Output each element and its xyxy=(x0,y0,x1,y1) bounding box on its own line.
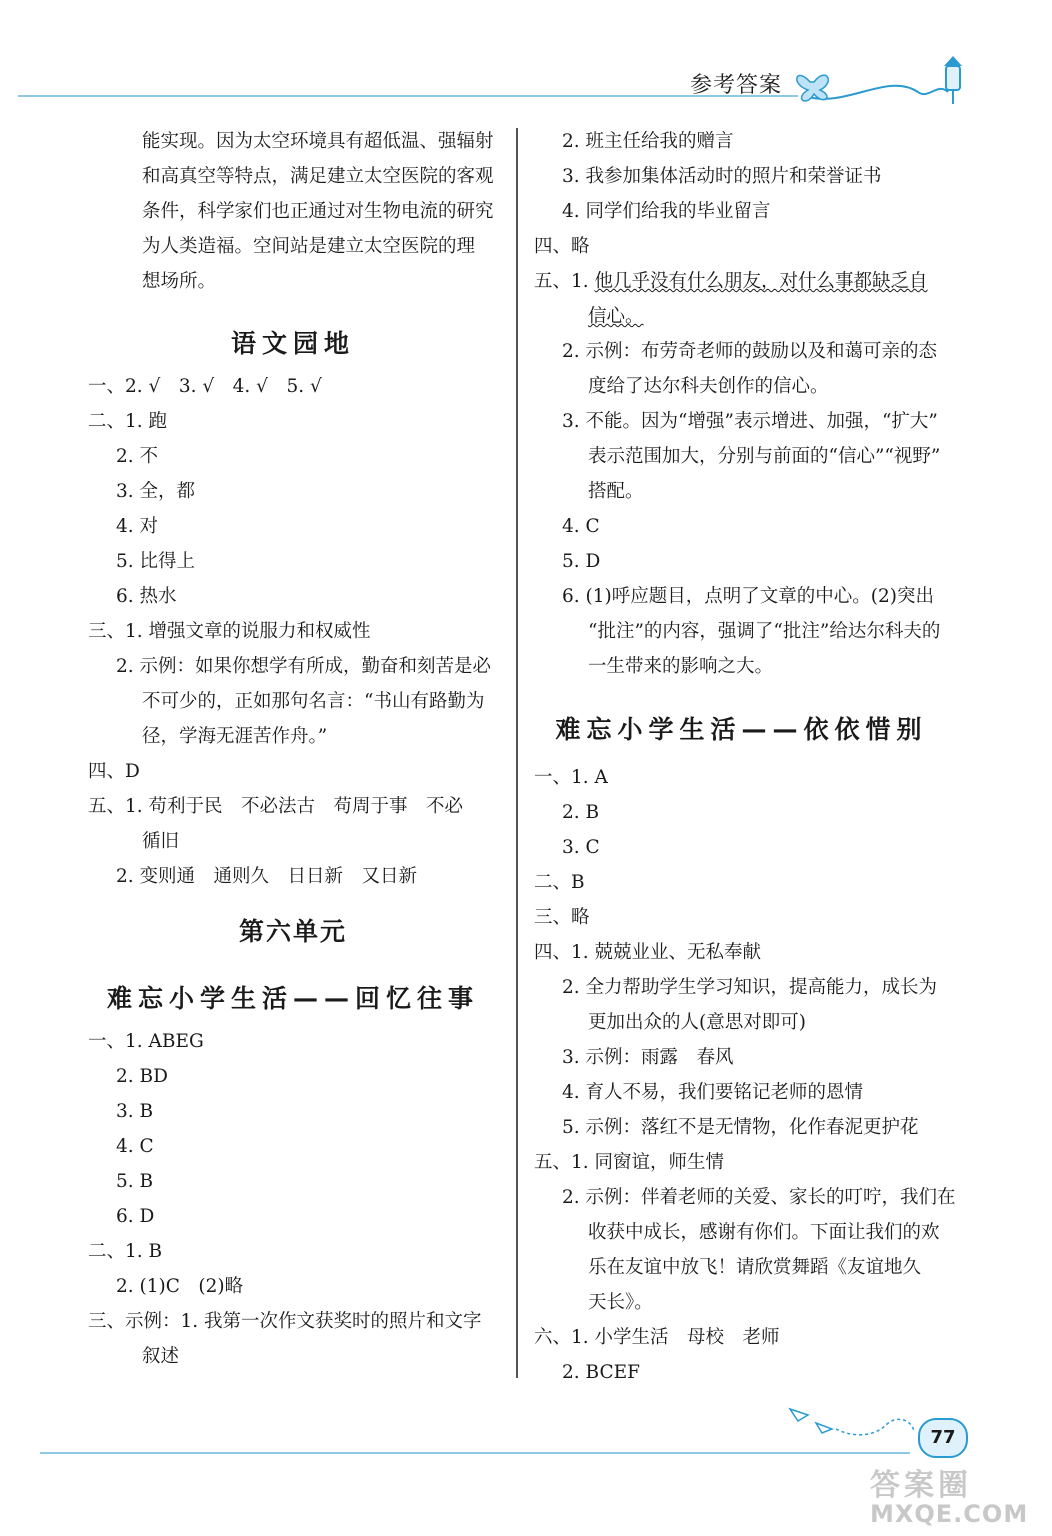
section-title: 语文园地 xyxy=(230,329,355,358)
answer-line: 4. C xyxy=(562,516,600,537)
answer-line xyxy=(534,264,949,299)
page-number: 77 xyxy=(918,1418,968,1458)
answer-line: 循旧 xyxy=(142,831,180,852)
wavy-underlined-answer: 信心。 xyxy=(588,306,644,327)
answer-line: 更加出众的人(意思对即可) xyxy=(588,1012,806,1033)
answer-line: 表示范围加大，分别与前面的“信心”“视野” xyxy=(588,446,941,467)
answer-line: 3. B xyxy=(116,1101,154,1122)
answer-line: 4. 育人不易，我们要铭记老师的恩情 xyxy=(562,1082,864,1103)
answer-line: 2. (1)C (2)略 xyxy=(116,1276,244,1297)
answer-line: 二、1. B xyxy=(88,1241,163,1262)
answer-line: 5. D xyxy=(562,551,601,572)
answer-line: 3. 我参加集体活动时的照片和荣誉证书 xyxy=(562,166,882,187)
answer-line: 6. D xyxy=(116,1206,155,1227)
answer-line xyxy=(534,299,949,334)
answer-line: 三、示例：1. 我第一次作文获奖时的照片和文字 xyxy=(88,1311,482,1332)
footer-rule xyxy=(40,1452,910,1454)
header-title: 参考答案 xyxy=(690,73,783,98)
answer-line: 2. B xyxy=(562,802,600,823)
section-title: 难忘小学生活——依依惜别 xyxy=(555,715,928,744)
butterfly-lantern-decoration-icon xyxy=(788,52,968,112)
answer-line: 2. 示例：伴着老师的关爱、家长的叮咛，我们在 xyxy=(562,1187,956,1208)
answer-line: 一、2. √ 3. √ 4. √ 5. √ xyxy=(88,376,322,397)
section-title: 难忘小学生活——回忆往事 xyxy=(106,984,479,1013)
answer-line: 一生带来的影响之大。 xyxy=(588,656,774,677)
answer-line: 一、1. A xyxy=(534,767,608,788)
answer-line: 6. 热水 xyxy=(116,586,177,607)
unit-title: 第六单元 xyxy=(238,917,347,946)
answer-line: 3. 全，都 xyxy=(116,481,196,502)
answer-line: 天长》。 xyxy=(588,1292,653,1313)
text-line: 能实现。因为太空环境具有超低温、强辐射 xyxy=(142,131,494,152)
wavy-underlined-answer: 他几乎没有什么朋友，对什么事都缺乏自 xyxy=(594,271,928,292)
answer-line: 一、1. ABEG xyxy=(88,1031,204,1052)
answer-line: 径，学海无涯苦作舟。” xyxy=(142,726,328,747)
answer-line: 四、D xyxy=(88,761,140,782)
item-prefix: 五、1. xyxy=(534,271,595,292)
intro-block xyxy=(88,124,498,299)
answer-line: 二、1. 跑 xyxy=(88,411,168,432)
text-line: 为人类造福。空间站是建立太空医院的理 xyxy=(142,236,476,257)
answer-line: 五、1. 苟利于民 不必法古 苟周于事 不必 xyxy=(88,796,464,817)
answer-line: 3. C xyxy=(562,837,600,858)
answer-line: 2. 示例：布劳奇老师的鼓励以及和蔼可亲的态 xyxy=(562,341,938,362)
answer-line: 不可少的，正如那句名言：“书山有路勤为 xyxy=(142,691,485,712)
answer-line: 4. 对 xyxy=(116,516,159,537)
watermark-logo xyxy=(870,1460,1042,1530)
watermark-url: MXQE.COM xyxy=(870,1500,1029,1528)
header-rule xyxy=(18,95,798,97)
answer-line: 3. 示例：雨露 春风 xyxy=(562,1047,734,1068)
answer-line: 2. 示例：如果你想学有所成，勤奋和刻苦是必 xyxy=(116,656,492,677)
answer-line: 搭配。 xyxy=(588,481,644,502)
left-column xyxy=(88,124,498,1374)
answer-line: 2. BD xyxy=(116,1066,168,1087)
answer-line: 度给了达尔科夫创作的信心。 xyxy=(588,376,829,397)
answer-line: 二、B xyxy=(534,872,585,893)
answer-line: 2. 班主任给我的赠言 xyxy=(562,131,734,152)
answer-line: 2. 变则通 通则久 日日新 又日新 xyxy=(116,866,418,887)
answer-line: 4. C xyxy=(116,1136,154,1157)
column-divider xyxy=(516,128,518,1378)
answer-line: 2. 全力帮助学生学习知识，提高能力，成长为 xyxy=(562,977,938,998)
answer-line: 三、1. 增强文章的说服力和权威性 xyxy=(88,621,371,642)
answer-line: 四、1. 兢兢业业、无私奉献 xyxy=(534,942,762,963)
answer-line: 5. 示例：落红不是无情物，化作春泥更护花 xyxy=(562,1117,919,1138)
answer-line: 5. B xyxy=(116,1171,154,1192)
answer-line: 五、1. 同窗谊，师生情 xyxy=(534,1152,725,1173)
answer-line: 叙述 xyxy=(142,1346,180,1367)
answer-line: “批注”的内容，强调了“批注”给达尔科夫的 xyxy=(588,621,941,642)
answer-line: 5. 比得上 xyxy=(116,551,196,572)
answer-line: 2. BCEF xyxy=(562,1362,640,1383)
answer-line: 收获中成长，感谢有你们。下面让我们的欢 xyxy=(588,1222,940,1243)
text-line: 想场所。 xyxy=(142,271,217,292)
paper-plane-decoration-icon xyxy=(786,1395,916,1445)
right-column xyxy=(534,124,956,1390)
answer-line: 6. (1)呼应题目，点明了文章的中心。(2)突出 xyxy=(562,586,934,607)
answer-line: 乐在友谊中放飞！请欣赏舞蹈《友谊地久 xyxy=(588,1257,922,1278)
text-line: 条件，科学家们也正通过对生物电流的研究 xyxy=(142,201,494,222)
answer-line: 2. 不 xyxy=(116,446,159,467)
answer-line: 四、略 xyxy=(534,236,590,257)
text-line: 和高真空等特点，满足建立太空医院的客观 xyxy=(142,166,494,187)
answer-line: 3. 不能。因为“增强”表示增进、加强，“扩大” xyxy=(562,411,938,432)
answer-line: 三、略 xyxy=(534,907,590,928)
answer-line: 六、1. 小学生活 母校 老师 xyxy=(534,1327,780,1348)
answer-line: 4. 同学们给我的毕业留言 xyxy=(562,201,771,222)
watermark-text: 答案圈 xyxy=(870,1468,972,1503)
